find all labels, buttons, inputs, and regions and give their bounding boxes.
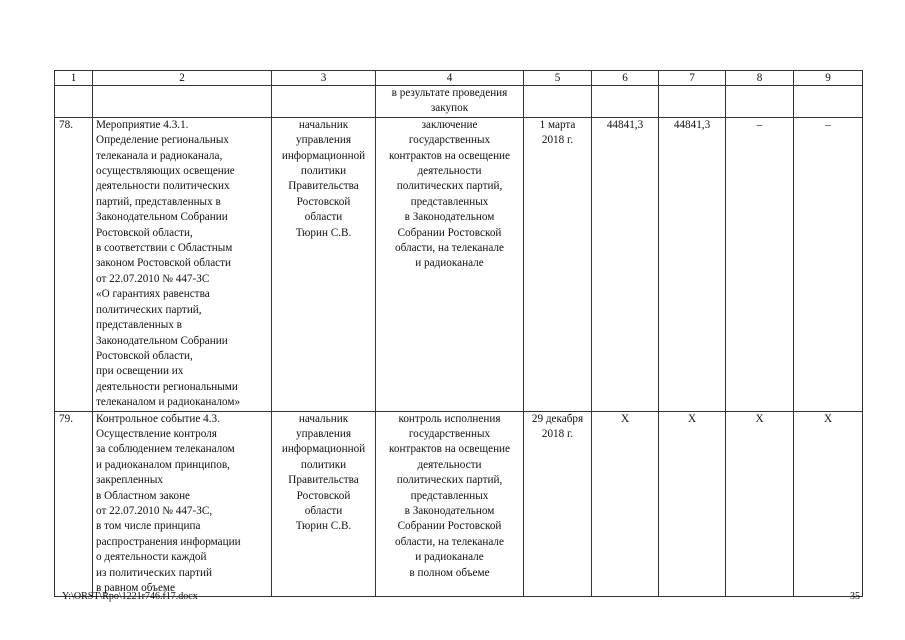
header-cell-5: 5 (524, 71, 592, 86)
value-col-6: 44841,3 (592, 117, 659, 411)
responsible-person: начальник управления информационной политики Правительства Ростовской области Тюрин С.В. (272, 411, 376, 597)
header-cell-3: 3 (272, 71, 376, 86)
header-cell-8: 8 (726, 71, 794, 86)
cont-cell-8 (726, 86, 794, 118)
event-description: Мероприятие 4.3.1. Определение региональных телеканала и радиоканала, осуществляющих освещение деятельности политических партий, представленных в Законодательном Собрании Ростовской области, в соответствии с Областным законом Ростовской области от 22.07.2010 № 447-ЗС «О гарантиях равенства политических партий, представленных в Законодательном Собрании Ростовской области, при освещении их деятельности региональными телеканалом и радиоканалом» (93, 117, 272, 411)
cont-cell-responsible (272, 86, 376, 118)
header-cell-6: 6 (592, 71, 659, 86)
cont-cell-6 (592, 86, 659, 118)
table-row (55, 411, 863, 597)
expected-result: контроль исполнения государственных контрактов на освещение деятельности политических партий, представленных в Законодательном Собрании Ростовской области, на телеканале и радиоканале в полном объеме (376, 411, 524, 597)
header-cell-4: 4 (376, 71, 524, 86)
header-cell-9: 9 (794, 71, 863, 86)
value-col-9: – (794, 117, 863, 411)
table-row (55, 117, 863, 411)
row-number: 78. (55, 117, 93, 411)
cont-cell-9 (794, 86, 863, 118)
deadline-date: 1 марта 2018 г. (524, 117, 592, 411)
header-cell-2: 2 (93, 71, 272, 86)
responsible-person: начальник управления информационной политики Правительства Ростовской области Тюрин С.В. (272, 117, 376, 411)
footer-file-path: Y:\ORST\Rpo\1221r746.f17.docx (62, 591, 198, 602)
cont-cell-num (55, 86, 93, 118)
page-number: 35 (850, 591, 860, 602)
header-cell-7: 7 (659, 71, 726, 86)
expected-result: заключение государственных контрактов на освещение деятельности политических партий, представленных в Законодательном Собрании Ростовской области, на телеканале и радиоканале (376, 117, 524, 411)
cont-cell-7 (659, 86, 726, 118)
cont-cell-event (93, 86, 272, 118)
event-description: Контрольное событие 4.3. Осуществление контроля за соблюдением телеканалом и радиоканалом принципов, закрепленных в Областном законе от 22.07.2010 № 447-ЗС, в том числе принципа распространения информации о деятельности каждой из политических партий в равном объеме (93, 411, 272, 597)
cont-cell-result: в результате проведения закупок (376, 86, 524, 118)
header-cell-1: 1 (55, 71, 93, 86)
table-header-row (55, 71, 863, 86)
value-col-9: X (794, 411, 863, 597)
deadline-date: 29 декабря 2018 г. (524, 411, 592, 597)
cont-cell-date (524, 86, 592, 118)
value-col-7: X (659, 411, 726, 597)
value-col-6: X (592, 411, 659, 597)
value-col-8: X (726, 411, 794, 597)
table-row-continuation (55, 86, 863, 118)
value-col-7: 44841,3 (659, 117, 726, 411)
row-number: 79. (55, 411, 93, 597)
value-col-8: – (726, 117, 794, 411)
document-table (54, 70, 863, 597)
